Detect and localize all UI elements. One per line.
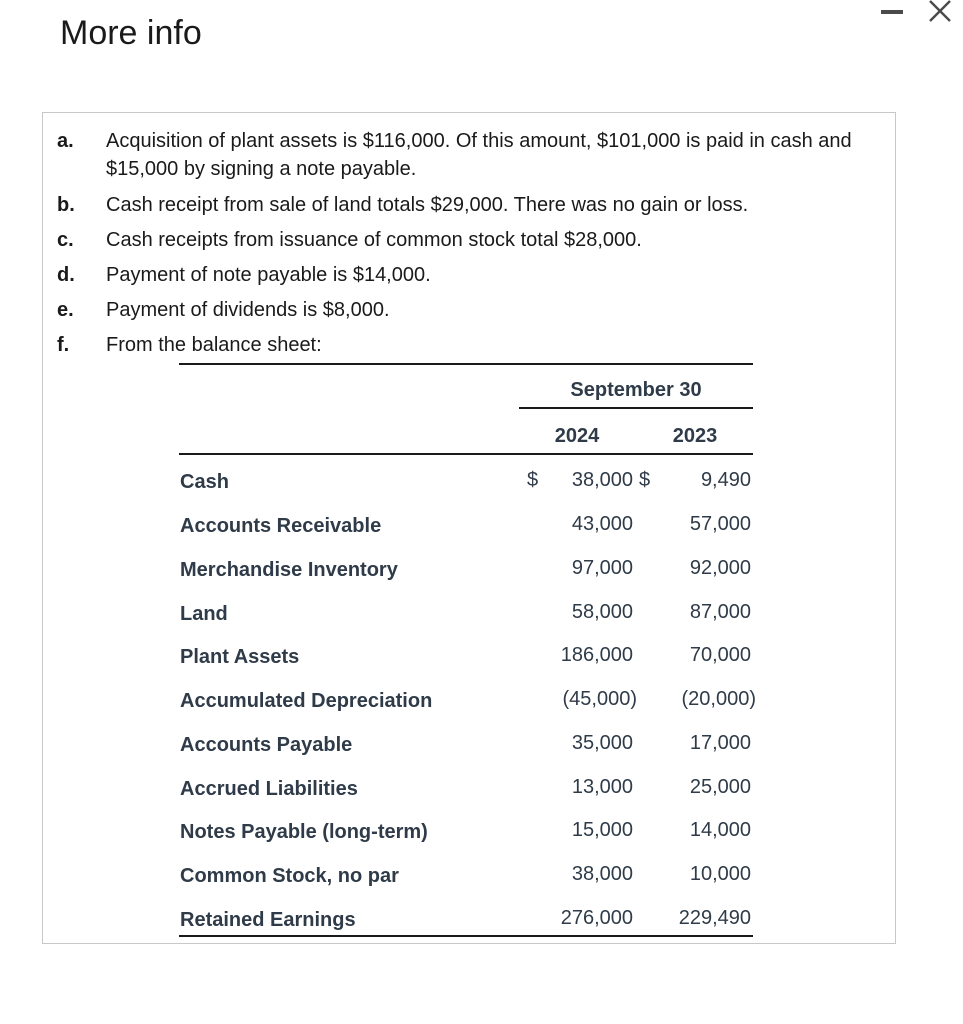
value-2023: 25,000 [689,776,751,798]
value-2023: 14,000 [689,819,751,841]
item-letter: a. [57,130,74,152]
value-2023: 17,000 [689,732,751,754]
row-label: Accumulated Depreciation [180,690,433,712]
period-header: September 30 [570,379,702,401]
row-label: Land [180,603,228,625]
item-text: Acquisition of plant assets is $116,000. Of this amount, $101,000 is paid in cash and $15,000 by signing a note payable. [106,130,852,180]
dialog-title: More info [60,14,202,52]
item-text: Cash receipt from sale of land totals $29,000. There was no gain or loss. [106,194,749,216]
value-2024: 186,000 [560,644,633,666]
currency-symbol: $ [639,469,651,491]
column-header-rule [179,453,753,455]
row-label: Accrued Liabilities [180,778,358,800]
value-2023: 57,000 [689,513,751,535]
window-controls [881,0,953,24]
value-2024: 38,000 [571,863,633,885]
value-2024: 38,000 [571,469,633,491]
value-2024: 13,000 [571,776,633,798]
item-text: From the balance sheet: [106,334,322,356]
value-2024: 35,000 [571,732,633,754]
minimize-icon[interactable] [881,0,903,24]
table-top-rule [179,363,753,365]
row-label: Accounts Payable [180,734,353,756]
item-letter: d. [57,264,75,286]
item-letter: c. [57,229,74,251]
close-icon[interactable] [927,0,953,24]
row-label: Merchandise Inventory [180,559,398,581]
item-letter: e. [57,299,74,321]
column-header-2024: 2024 [554,425,600,447]
row-label: Retained Earnings [180,909,356,931]
item-text: Payment of note payable is $14,000. [106,264,431,286]
period-header-rule [519,407,753,409]
value-2024: 97,000 [571,557,633,579]
item-letter: f. [57,334,70,356]
row-label: Common Stock, no par [180,865,399,887]
item-text: Cash receipts from issuance of common stock total $28,000. [106,229,642,251]
item-text: Payment of dividends is $8,000. [106,299,390,321]
column-header-2023: 2023 [672,425,718,447]
value-2023: 87,000 [689,601,751,623]
table-bottom-rule [179,935,753,937]
value-2023: 10,000 [689,863,751,885]
value-2023: 229,490 [678,907,751,929]
value-2023: 92,000 [689,557,751,579]
value-2023: 9,490 [700,469,751,491]
value-2024: (45,000) [562,688,637,710]
value-2024: 276,000 [560,907,633,929]
currency-symbol: $ [527,469,539,491]
value-2023: 70,000 [689,644,751,666]
item-letter: b. [57,194,75,216]
value-2024: 43,000 [571,513,633,535]
info-panel [42,112,896,944]
row-label: Accounts Receivable [180,515,382,537]
value-2024: 58,000 [571,601,633,623]
row-label: Plant Assets [180,646,300,668]
value-2023: (20,000) [681,688,756,710]
row-label: Notes Payable (long-term) [180,821,428,843]
row-label: Cash [180,471,229,493]
value-2024: 15,000 [571,819,633,841]
